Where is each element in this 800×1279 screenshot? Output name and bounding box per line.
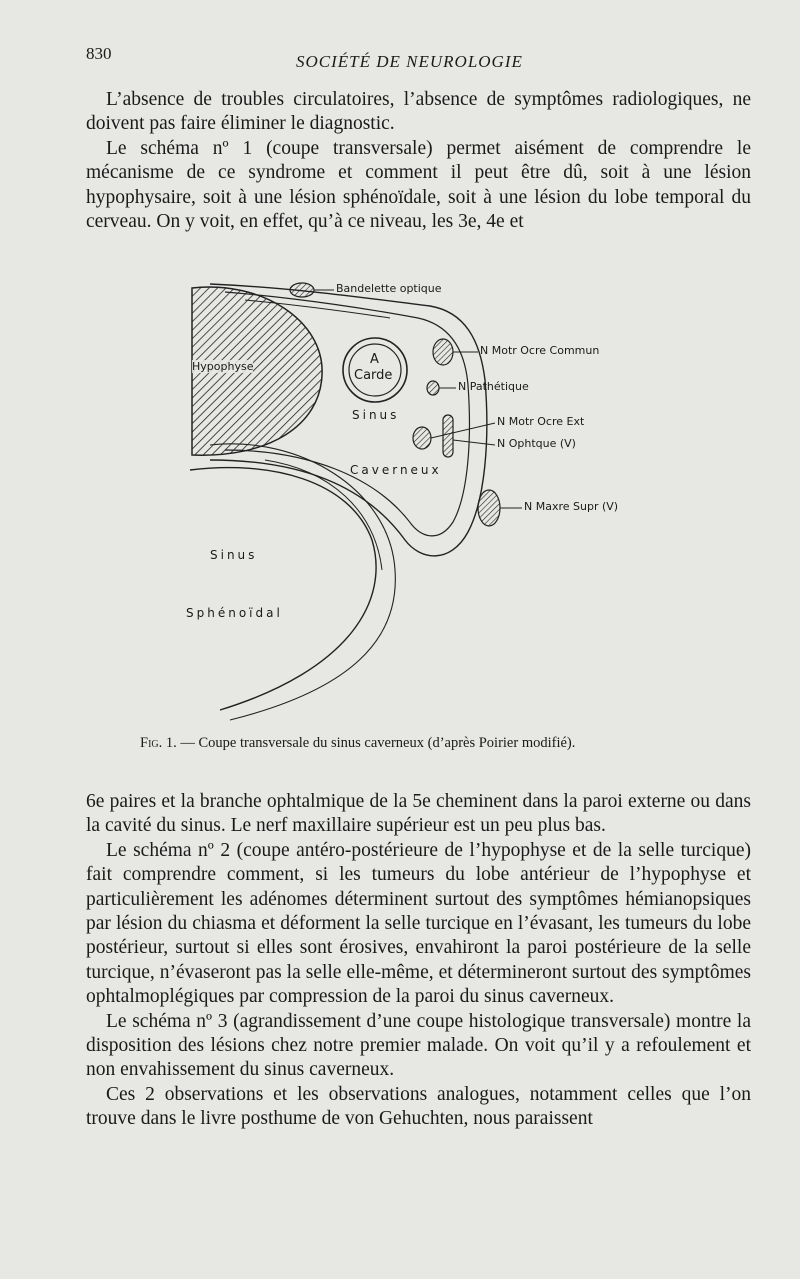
nerve-maxillary (478, 490, 500, 526)
label-n-mot-commun: N Motr Ocre Commun (480, 344, 600, 357)
label-carotid-a: A (370, 352, 379, 367)
label-n-opht: N Ophtque (V) (497, 437, 576, 450)
label-n-mot-ext: N Motr Ocre Ext (497, 415, 585, 428)
figure-drawing (150, 270, 710, 730)
caption-figure-number: Fig. 1. (140, 735, 177, 751)
label-caverneux: Caverneux (350, 463, 442, 477)
label-carotid: Carde (354, 368, 393, 383)
label-bandelette: Bandelette optique (336, 282, 442, 295)
paragraph: L’absence de troubles circulatoires, l’absence de symptômes radiologiques, ne doivent pas faire éliminer le diagnostic. (86, 89, 751, 135)
nerve-ophthalmic (443, 415, 453, 457)
label-sinus-top: Sinus (352, 408, 400, 422)
nerve-oculomotor (433, 339, 453, 365)
paragraph: 6e paires et la branche ophtalmique de la 5e cheminent dans la paroi externe ou dans la cavité du sinus. Le nerf maxillaire supérieur est un peu plus bas. (86, 791, 751, 837)
paragraph: Le schéma nº 1 (coupe transversale) permet aisément de comprendre le mécanisme de ce syndrome et comment il peut être dû, soit à une lésion hypophysaire, soit à une lésion sphénoïdale, soit à une lésion du lobe temporal du cerveau. On y voit, en effet, qu’à ce niveau, les 3e, 4e et (86, 137, 751, 233)
page-header (86, 42, 752, 72)
paragraph: Ces 2 observations et les observations analogues, notamment celles que l’on trouve dans le livre posthume de von Gehuchten, nous paraissent (86, 1083, 751, 1130)
body-text-top (86, 88, 751, 234)
label-hypophyse: Hypophyse (192, 360, 254, 373)
leader-opht (453, 440, 495, 445)
paragraph: Le schéma nº 2 (coupe antéro-postérieure de l’hypophyse et de la selle turcique) fait comprendre comment, si les tumeurs du lobe antérieur de l’hypophyse et particulièrement les adénomes déterminent surtout des symptômes hémianopsiques par lésion du chiasma et déforment la selle turcique en l’évasant, les tumeurs du lobe postérieur, surtout si elles sont érosives, envahiront la paroi postérieure de la selle turcique, n’évaseront pas la selle elle-même, et détermineront surtout des symptômes ophtalmoplégiques par compression de la paroi du sinus caverneux. (86, 839, 751, 1008)
label-sinus-bottom: Sinus (210, 548, 258, 562)
paragraph: Le schéma nº 3 (agrandissement d’une coupe histologique transversale) montre la disposition des lésions chez notre premier malade. On voit qu’il y a refoulement et non envahissement du sinus caverneux. (86, 1010, 751, 1081)
running-title: SOCIÉTÉ DE NEUROLOGIE (296, 52, 523, 71)
nerve-trochlear (427, 381, 439, 395)
body-text-bottom (86, 790, 751, 1132)
page-number: 830 (86, 44, 112, 63)
figure-cavernous-sinus (150, 270, 710, 730)
leader-ext (431, 423, 495, 438)
label-n-max-sup: N Maxre Supr (V) (524, 500, 619, 513)
sphenoid-curve-1 (190, 468, 376, 710)
figure-caption (140, 735, 740, 752)
label-n-pathetique: N Pathétique (458, 380, 529, 393)
nerve-abducens (413, 427, 431, 449)
caption-text: — Coupe transversale du sinus caverneux (d’après Poirier modifié). (180, 735, 576, 751)
label-sphenoidal: Sphénoïdal (186, 606, 283, 620)
optic-tract (290, 283, 314, 297)
